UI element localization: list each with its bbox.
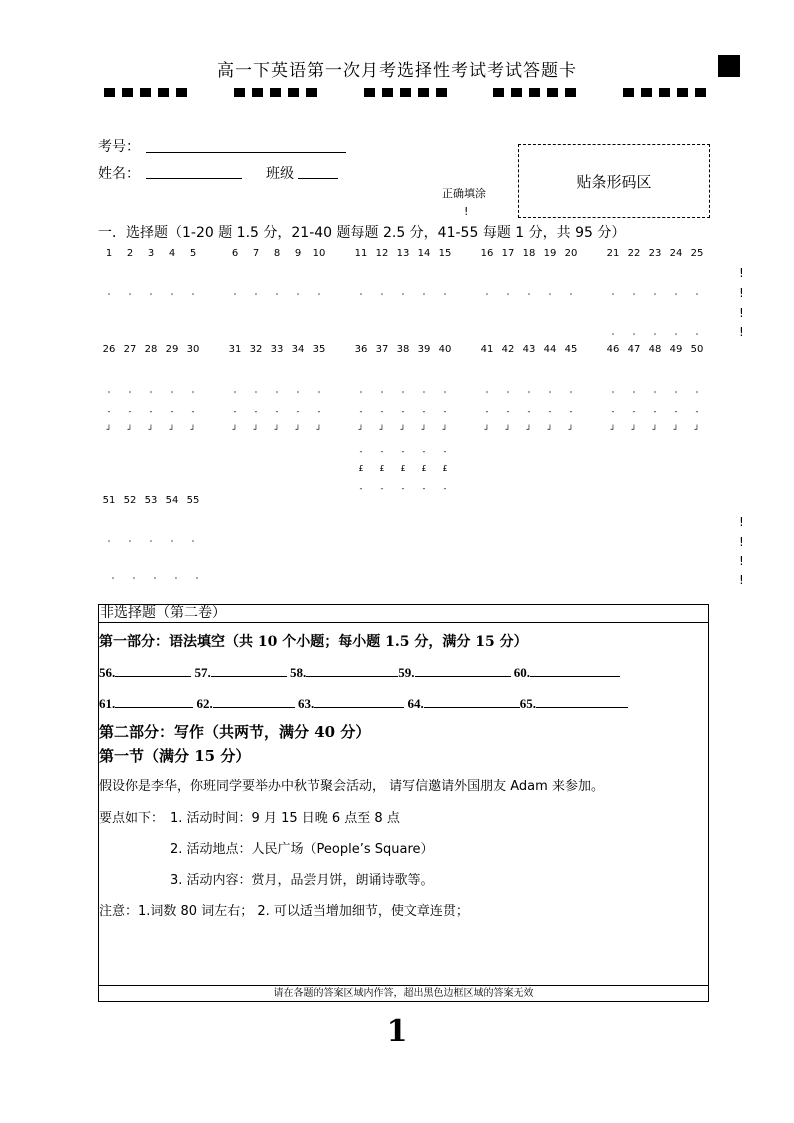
choice-bubble[interactable]: '	[132, 576, 136, 585]
question-number: 11	[354, 248, 368, 259]
question-number: 2	[126, 248, 134, 259]
choice-bubble[interactable]: ┘	[127, 425, 133, 434]
choice-bubble[interactable]: -	[317, 407, 321, 416]
choice-bubble[interactable]: -	[401, 407, 405, 416]
choice-bubble[interactable]: '	[149, 539, 153, 548]
choice-bubble[interactable]: '	[170, 292, 174, 301]
exam-number-field[interactable]	[146, 138, 346, 153]
choice-bubble[interactable]: ┘	[106, 425, 112, 434]
question-number: 55	[186, 495, 200, 506]
exam-number-label: 考号：	[98, 139, 140, 155]
question-number: 1	[105, 248, 113, 259]
question-number: 25	[690, 248, 704, 259]
choice-bubble[interactable]: ┘	[400, 425, 406, 434]
page-title: 高一下英语第一次月考选择性考试考试答题卡	[217, 61, 577, 81]
choice-bubble[interactable]: '	[275, 292, 279, 301]
timing-group	[623, 88, 706, 98]
choice-bubble[interactable]: '	[107, 390, 111, 399]
question-number: 51	[102, 495, 116, 506]
choice-bubble[interactable]: '	[569, 390, 573, 399]
choice-bubble[interactable]: '	[191, 390, 195, 399]
blank-label: 57.	[194, 665, 211, 680]
side-mark: !	[739, 535, 744, 549]
choice-bubble[interactable]: £	[379, 464, 385, 473]
blank-57[interactable]	[211, 664, 287, 677]
choice-bubble[interactable]: -	[527, 407, 531, 416]
section1-title: 一．选择题（1-20 题 1.5 分，21-40 题每题 2.5 分，41-55 每题 1 分，共 95 分）	[98, 225, 626, 241]
blank-60[interactable]	[530, 664, 620, 677]
choice-bubble[interactable]: '	[653, 332, 657, 341]
choice-bubble[interactable]: -	[422, 407, 426, 416]
choice-bubble[interactable]: '	[191, 539, 195, 548]
question-number: 31	[228, 344, 242, 355]
choice-bubble[interactable]: '	[548, 292, 552, 301]
question-number: 50	[690, 344, 704, 355]
side-mark: !	[739, 266, 744, 280]
timing-group	[493, 88, 576, 98]
nonchoice-box-title: 非选择题（第二卷）	[98, 604, 709, 623]
choice-bubble[interactable]: ┘	[232, 425, 238, 434]
choice-bubble[interactable]: '	[611, 332, 615, 341]
choice-bubble[interactable]: '	[632, 390, 636, 399]
choice-bubble[interactable]: -	[128, 407, 132, 416]
choice-bubble[interactable]: '	[153, 576, 157, 585]
points-label: 要点如下：	[99, 811, 165, 826]
choice-bubble[interactable]: -	[359, 447, 363, 456]
fill-example-mark: !	[464, 205, 469, 218]
question-number: 40	[438, 344, 452, 355]
question-number: 53	[144, 495, 158, 506]
choice-bubble[interactable]: '	[317, 292, 321, 301]
choice-bubble[interactable]: -	[170, 407, 174, 416]
fill-example-label: 正确填涂	[442, 187, 486, 200]
choice-bubble[interactable]: -	[107, 407, 111, 416]
choice-bubble[interactable]: '	[254, 390, 258, 399]
choice-bubble[interactable]: ┘	[610, 425, 616, 434]
choice-bubble[interactable]: '	[359, 292, 363, 301]
blank-65[interactable]	[536, 695, 628, 708]
question-number: 6	[231, 248, 239, 259]
choice-bubble[interactable]: -	[548, 407, 552, 416]
blank-label: 63.	[298, 696, 315, 711]
blank-label: 58.	[290, 665, 307, 680]
choice-bubble[interactable]: ┘	[274, 425, 280, 434]
question-number: 32	[249, 344, 263, 355]
choice-bubble[interactable]: '	[233, 292, 237, 301]
choice-bubble[interactable]: '	[174, 576, 178, 585]
timing-group	[364, 88, 447, 98]
side-mark: !	[739, 306, 744, 320]
question-number: 48	[648, 344, 662, 355]
question-number: 22	[627, 248, 641, 259]
choice-bubble[interactable]: -	[632, 407, 636, 416]
choice-bubble[interactable]: -	[359, 407, 363, 416]
choice-bubble[interactable]: '	[233, 390, 237, 399]
side-mark: !	[739, 286, 744, 300]
question-number: 39	[417, 344, 431, 355]
choice-bubble[interactable]: '	[149, 390, 153, 399]
blank-59[interactable]	[415, 664, 511, 677]
question-number: 20	[564, 248, 578, 259]
choice-bubble[interactable]: -	[506, 407, 510, 416]
choice-bubble[interactable]: '	[111, 576, 115, 585]
timing-group	[104, 88, 187, 98]
choice-bubble[interactable]: -	[443, 447, 447, 456]
choice-bubble[interactable]: £	[358, 464, 364, 473]
choice-bubble[interactable]: ┘	[694, 425, 700, 434]
question-number: 15	[438, 248, 452, 259]
corner-registration-mark	[718, 55, 740, 77]
blank-label: 60.	[513, 665, 530, 680]
choice-bubble[interactable]: ┘	[484, 425, 490, 434]
blank-63[interactable]	[314, 695, 404, 708]
choice-bubble[interactable]: '	[128, 390, 132, 399]
choice-bubble[interactable]: '	[653, 390, 657, 399]
question-number: 47	[627, 344, 641, 355]
blank-62[interactable]	[213, 695, 295, 708]
blank-label: 59.	[398, 665, 415, 680]
blank-58[interactable]	[306, 664, 398, 677]
choice-bubble[interactable]: '	[107, 539, 111, 548]
choice-bubble[interactable]: -	[422, 447, 426, 456]
page-number: 1	[386, 1014, 408, 1049]
choice-bubble[interactable]: '	[548, 390, 552, 399]
question-number: 26	[102, 344, 116, 355]
question-number: 33	[270, 344, 284, 355]
choice-bubble[interactable]: '	[380, 292, 384, 301]
question-number: 54	[165, 495, 179, 506]
choice-bubble[interactable]: '	[296, 292, 300, 301]
choice-bubble[interactable]: -	[653, 407, 657, 416]
question-number: 13	[396, 248, 410, 259]
choice-bubble[interactable]: ┘	[652, 425, 658, 434]
choice-bubble[interactable]: -	[401, 447, 405, 456]
blank-label: 64.	[407, 696, 424, 711]
choice-bubble[interactable]: -	[380, 484, 384, 493]
question-number: 34	[291, 344, 305, 355]
question-number: 36	[354, 344, 368, 355]
choice-bubble[interactable]: -	[275, 407, 279, 416]
choice-bubble[interactable]: '	[611, 292, 615, 301]
choice-bubble[interactable]: ┘	[190, 425, 196, 434]
question-number: 17	[501, 248, 515, 259]
question-number: 14	[417, 248, 431, 259]
question-number: 46	[606, 344, 620, 355]
choice-bubble[interactable]: -	[149, 407, 153, 416]
choice-bubble[interactable]: ┘	[673, 425, 679, 434]
question-number: 42	[501, 344, 515, 355]
writing-note: 注意：1.词数 80 词左右； 2. 可以适当增加细节，使文章连贯；	[99, 904, 469, 919]
side-mark: !	[739, 515, 744, 529]
question-number: 23	[648, 248, 662, 259]
question-number: 52	[123, 495, 137, 506]
choice-bubble[interactable]: -	[380, 407, 384, 416]
question-number: 38	[396, 344, 410, 355]
question-number: 12	[375, 248, 389, 259]
choice-bubble[interactable]: '	[632, 332, 636, 341]
blank-label: 61.	[99, 696, 116, 711]
choice-bubble[interactable]: '	[380, 390, 384, 399]
choice-bubble[interactable]: '	[128, 292, 132, 301]
question-number: 5	[189, 248, 197, 259]
side-mark: !	[739, 554, 744, 568]
choice-bubble[interactable]: '	[443, 292, 447, 301]
choice-bubble[interactable]: ┘	[358, 425, 364, 434]
choice-bubble[interactable]: '	[485, 292, 489, 301]
choice-bubble[interactable]: ┘	[421, 425, 427, 434]
choice-bubble[interactable]: ┘	[148, 425, 154, 434]
writing-section1-heading: 第一节（满分 15 分）	[99, 747, 251, 765]
choice-bubble[interactable]: '	[695, 390, 699, 399]
question-number: 43	[522, 344, 536, 355]
choice-bubble[interactable]: -	[485, 407, 489, 416]
choice-bubble[interactable]: ┘	[169, 425, 175, 434]
barcode-label: 贴条形码区	[576, 172, 652, 191]
choice-bubble[interactable]: '	[149, 292, 153, 301]
choice-bubble[interactable]: £	[421, 464, 427, 473]
question-number: 44	[543, 344, 557, 355]
choice-bubble[interactable]: '	[653, 292, 657, 301]
class-field[interactable]	[298, 164, 338, 179]
timing-group	[234, 88, 317, 98]
choice-bubble[interactable]: '	[695, 332, 699, 341]
choice-bubble[interactable]: -	[695, 407, 699, 416]
choice-bubble[interactable]: -	[401, 484, 405, 493]
choice-bubble[interactable]: ┘	[568, 425, 574, 434]
choice-bubble[interactable]: '	[254, 292, 258, 301]
question-number: 18	[522, 248, 536, 259]
choice-bubble[interactable]: '	[191, 292, 195, 301]
name-label: 姓名：	[98, 166, 140, 182]
side-mark: !	[739, 325, 744, 339]
choice-bubble[interactable]: ┘	[253, 425, 259, 434]
choice-bubble[interactable]: '	[527, 292, 531, 301]
choice-bubble[interactable]: ┘	[631, 425, 637, 434]
choice-bubble[interactable]: '	[527, 390, 531, 399]
question-number: 7	[252, 248, 260, 259]
choice-bubble[interactable]: '	[422, 390, 426, 399]
choice-bubble[interactable]: '	[443, 390, 447, 399]
choice-bubble[interactable]: '	[170, 390, 174, 399]
choice-bubble[interactable]: '	[195, 576, 199, 585]
side-mark: !	[739, 573, 744, 587]
question-number: 16	[480, 248, 494, 259]
choice-bubble[interactable]: '	[422, 292, 426, 301]
answer-area-warning: 请在各题的答案区域内作答，超出黑色边框区域的答案无效	[98, 985, 709, 1002]
choice-bubble[interactable]: '	[674, 332, 678, 341]
question-number: 41	[480, 344, 494, 355]
choice-bubble[interactable]: £	[442, 464, 448, 473]
blank-label: 65.	[519, 696, 536, 711]
choice-bubble[interactable]: -	[422, 484, 426, 493]
blank-56[interactable]	[115, 664, 191, 677]
choice-bubble[interactable]: -	[443, 407, 447, 416]
choice-bubble[interactable]: '	[695, 292, 699, 301]
choice-bubble[interactable]: '	[401, 292, 405, 301]
choice-bubble[interactable]: ┘	[442, 425, 448, 434]
choice-bubble[interactable]: '	[569, 292, 573, 301]
question-number: 10	[312, 248, 326, 259]
barcode-area	[518, 144, 710, 218]
question-number: 24	[669, 248, 683, 259]
blank-61[interactable]	[115, 695, 193, 708]
choice-bubble[interactable]: '	[674, 390, 678, 399]
blank-64[interactable]	[424, 695, 520, 708]
blank-label: 62.	[196, 696, 213, 711]
choice-bubble[interactable]: -	[380, 447, 384, 456]
choice-bubble[interactable]: -	[296, 407, 300, 416]
blank-label: 56.	[99, 665, 116, 680]
writing-prompt: 假设你是李华，你班同学要举办中秋节聚会活动， 请写信邀请外国朋友 Adam 来参加。	[99, 779, 604, 794]
choice-bubble[interactable]: -	[569, 407, 573, 416]
choice-bubble[interactable]: '	[506, 390, 510, 399]
choice-bubble[interactable]: '	[107, 292, 111, 301]
point-2: 2. 活动地点：人民广场（People’s Square）	[170, 842, 434, 857]
choice-bubble[interactable]: -	[254, 407, 258, 416]
choice-bubble[interactable]: -	[233, 407, 237, 416]
point-3: 3. 活动内容：赏月，品尝月饼，朗诵诗歌等。	[170, 873, 434, 888]
timing-marks	[104, 88, 706, 98]
question-number: 19	[543, 248, 557, 259]
question-number: 9	[294, 248, 302, 259]
choice-bubble[interactable]: £	[400, 464, 406, 473]
choice-bubble[interactable]: '	[401, 390, 405, 399]
choice-bubble[interactable]: -	[674, 407, 678, 416]
choice-bubble[interactable]: '	[317, 390, 321, 399]
question-number: 30	[186, 344, 200, 355]
question-number: 35	[312, 344, 326, 355]
question-number: 21	[606, 248, 620, 259]
choice-bubble[interactable]: '	[674, 292, 678, 301]
question-number: 49	[669, 344, 683, 355]
choice-bubble[interactable]: ┘	[505, 425, 511, 434]
choice-bubble[interactable]: ┘	[526, 425, 532, 434]
question-number: 3	[147, 248, 155, 259]
question-number: 27	[123, 344, 137, 355]
part2-heading: 第二部分：写作（共两节，满分 40 分）	[99, 723, 371, 741]
choice-bubble[interactable]: '	[128, 539, 132, 548]
choice-bubble[interactable]: ┘	[316, 425, 322, 434]
class-label: 班级	[266, 166, 294, 182]
choice-bubble[interactable]: '	[506, 292, 510, 301]
choice-bubble[interactable]: -	[359, 484, 363, 493]
question-number: 29	[165, 344, 179, 355]
choice-bubble[interactable]: '	[359, 390, 363, 399]
choice-bubble[interactable]: -	[611, 407, 615, 416]
choice-bubble[interactable]: -	[191, 407, 195, 416]
choice-bubble[interactable]: ┘	[547, 425, 553, 434]
question-number: 8	[273, 248, 281, 259]
choice-bubble[interactable]: '	[611, 390, 615, 399]
choice-bubble[interactable]: -	[443, 484, 447, 493]
question-number: 37	[375, 344, 389, 355]
choice-bubble[interactable]: '	[632, 292, 636, 301]
choice-bubble[interactable]: '	[170, 539, 174, 548]
choice-bubble[interactable]: ┘	[295, 425, 301, 434]
point-1: 1. 活动时间：9 月 15 日晚 6 点至 8 点	[170, 811, 400, 826]
part1-heading: 第一部分：语法填空（共 10 个小题；每小题 1.5 分，满分 15 分）	[99, 634, 528, 650]
question-number: 4	[168, 248, 176, 259]
question-number: 45	[564, 344, 578, 355]
name-field[interactable]	[146, 164, 242, 179]
choice-bubble[interactable]: ┘	[379, 425, 385, 434]
writing-answer-area[interactable]	[99, 925, 708, 983]
blank-row-2	[99, 695, 628, 712]
blank-row-1	[99, 664, 620, 681]
choice-bubble[interactable]: '	[485, 390, 489, 399]
choice-bubble[interactable]: '	[275, 390, 279, 399]
choice-bubble[interactable]: '	[296, 390, 300, 399]
question-number: 28	[144, 344, 158, 355]
